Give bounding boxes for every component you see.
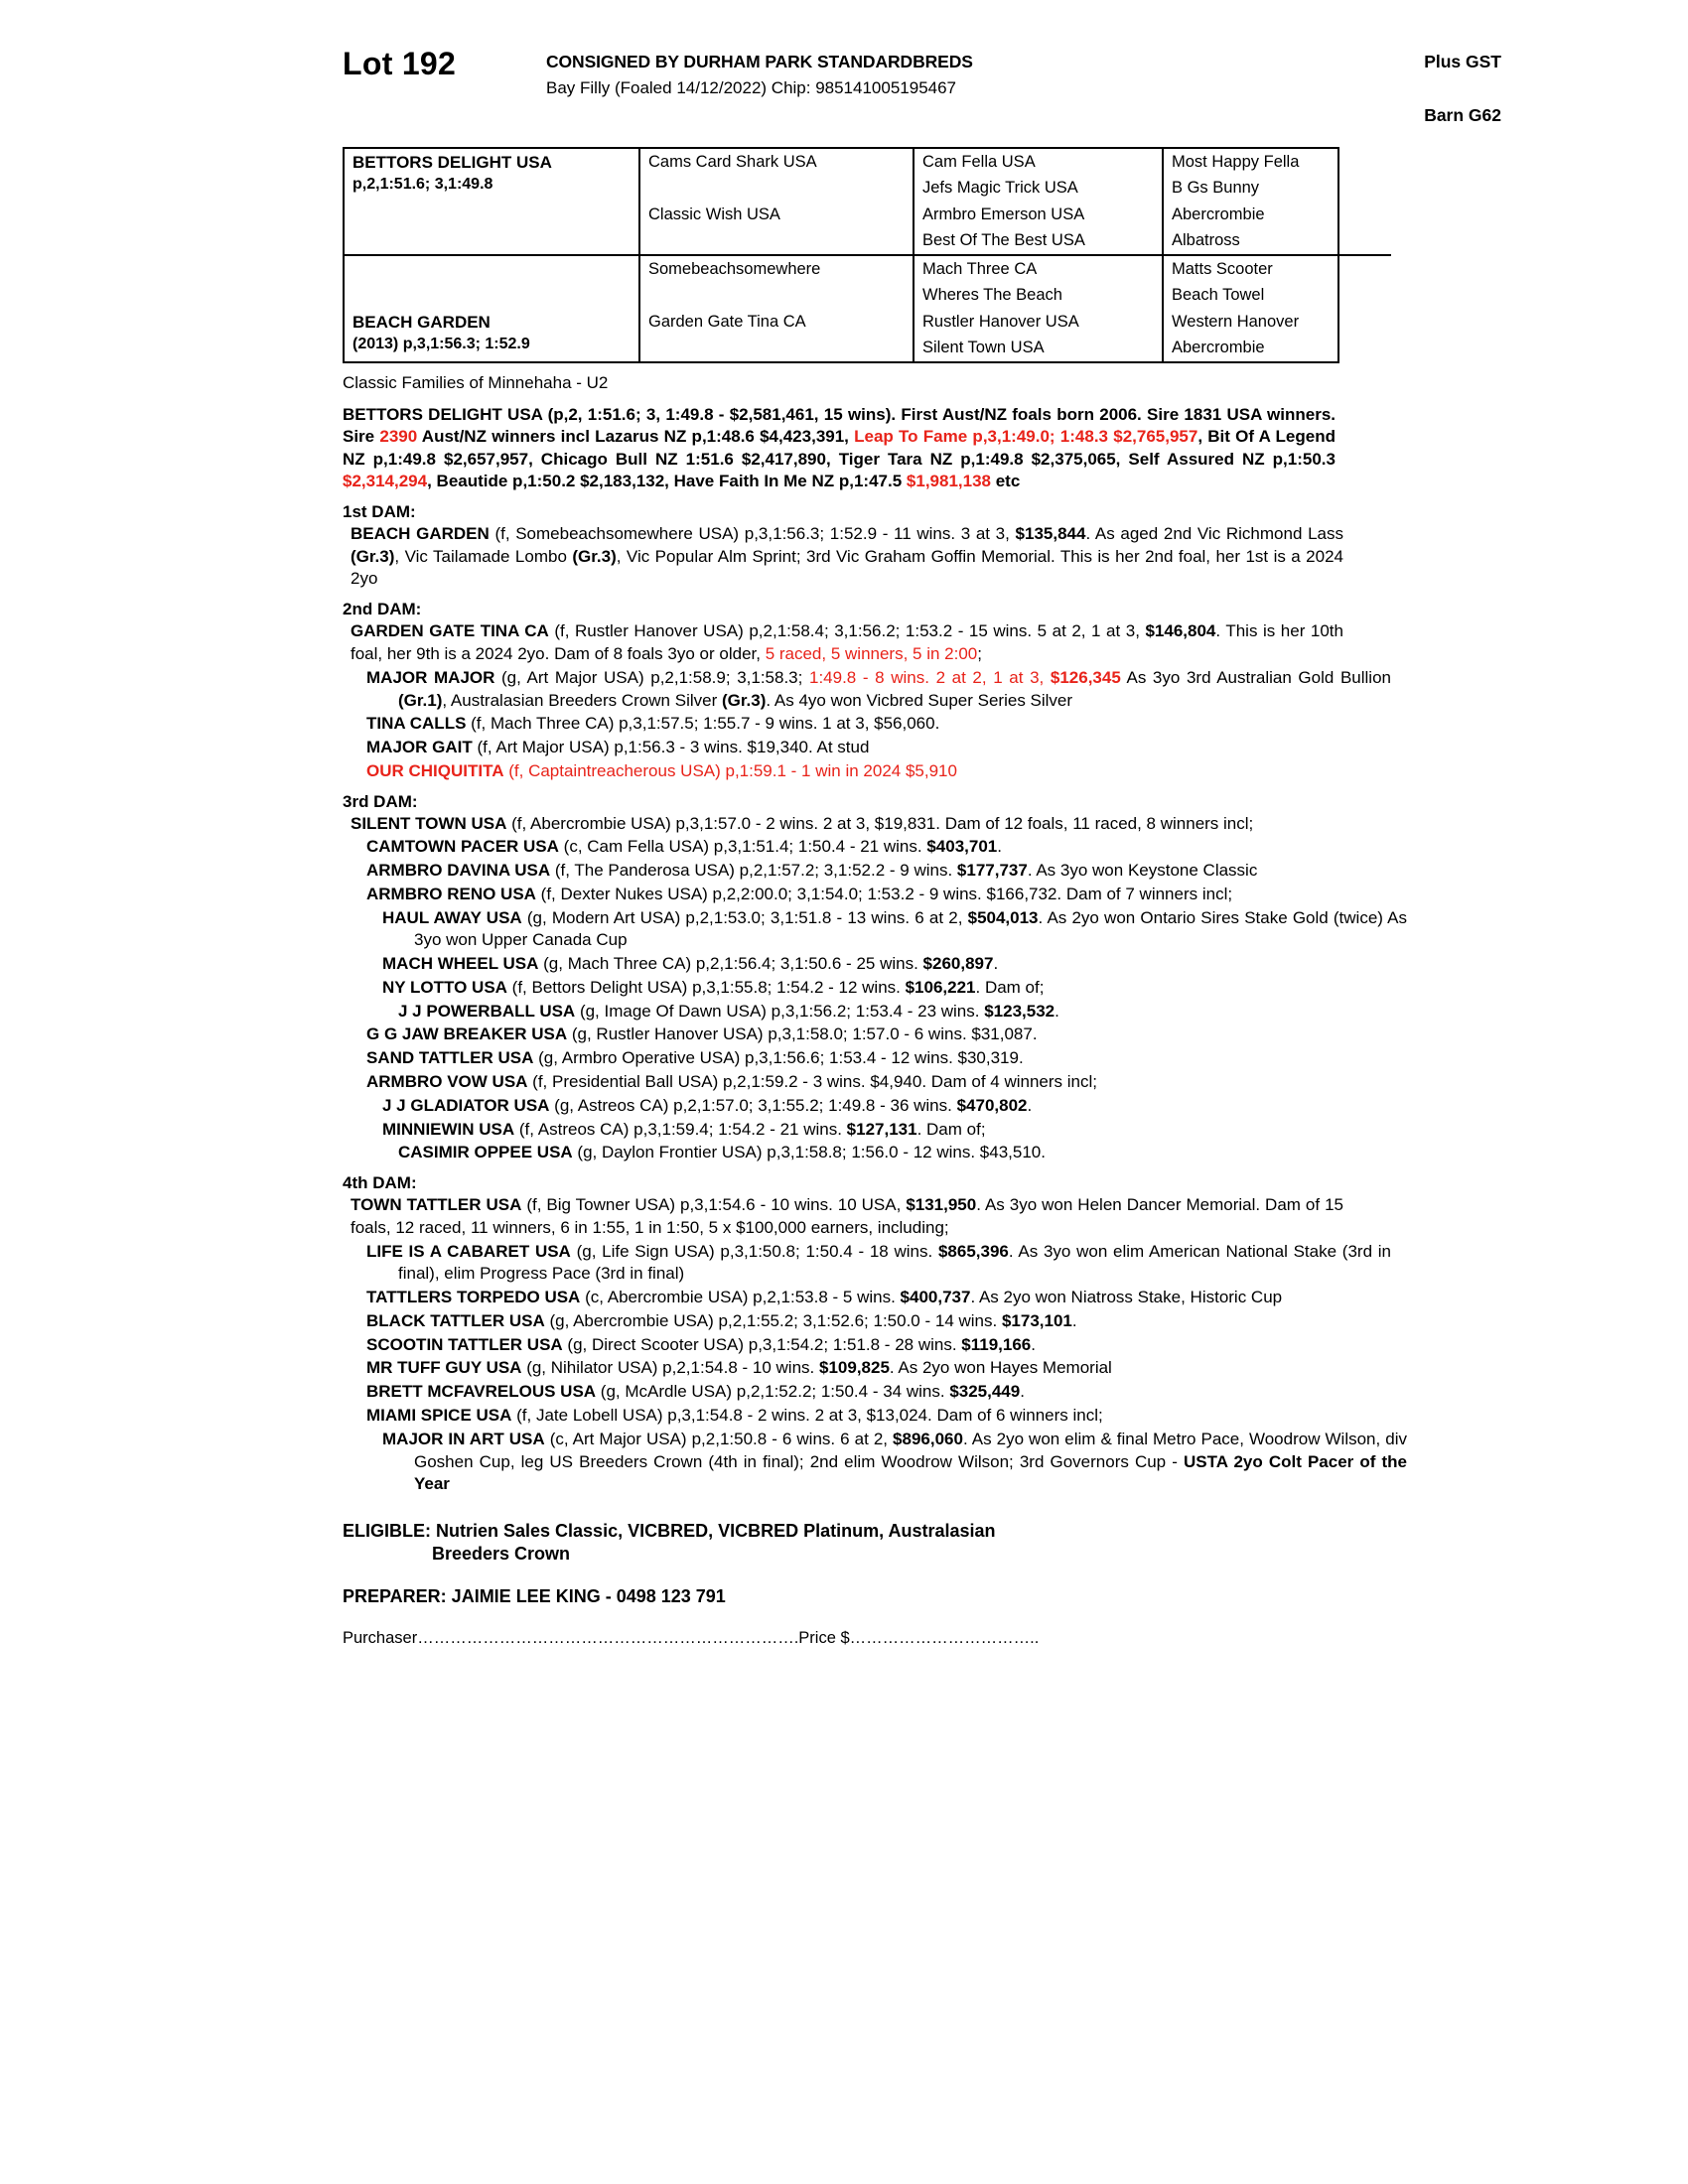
pedigree-cell-gs1: Cams Card Shark USA — [639, 149, 914, 175]
entry-text: . — [993, 954, 999, 974]
entry-text: (f, Rustler Hanover USA) p,2,1:58.4; 3,1:56.2; 1:53.2 - 15 wins. 5 at 2, 1 at 3, — [548, 621, 1146, 641]
pedigree-entry — [343, 1119, 1407, 1142]
pedigree-cell-gdg1: Mach Three CA — [914, 255, 1163, 282]
sire-para-red-2: Leap To Fame p,3,1:49.0; 1:48.3 $2,765,957 — [854, 427, 1198, 447]
pedigree-entry — [343, 1310, 1391, 1333]
entry-text: SCOOTIN TATTLER USA — [366, 1334, 563, 1354]
sire-para-red-1: 2390 — [379, 427, 418, 447]
pedigree-entry — [343, 1405, 1391, 1428]
entry-text: $470,802 — [956, 1095, 1028, 1115]
pedigree-dam-cell — [345, 309, 639, 361]
entry-text: . As 4yo won Vicbred Super Series Silver — [766, 690, 1073, 710]
entry-text: . As 3yo won elim American National Stake (3rd in final), elim Progress Pace (3rd in final) — [398, 1241, 1391, 1284]
entry-text: SAND TATTLER USA — [366, 1048, 534, 1068]
plus-gst-label: Plus GST — [1424, 52, 1501, 71]
pedigree-entry — [343, 620, 1343, 666]
eligible-line-2: Breeders Crown — [432, 1544, 571, 1565]
entry-text: ARMBRO DAVINA USA — [366, 861, 551, 881]
entry-text: (f, Captaintreacherous USA) p,1:59.1 - 1 win in 2024 $5,910 — [503, 760, 957, 780]
entry-text: (Gr.3) — [351, 546, 395, 566]
entry-text: (g, Abercrombie USA) p,2,1:55.2; 3,1:52.6; 1:50.0 - 14 wins. — [544, 1310, 1002, 1330]
subject-description: Bay Filly (Foaled 14/12/2022) Chip: 985141005195467 — [546, 78, 957, 97]
pedigree-entry — [343, 1334, 1391, 1357]
entry-text: (g, Image Of Dawn USA) p,3,1:56.2; 1:53.4 - 23 wins. — [575, 1001, 985, 1021]
pedigree-entry — [343, 1047, 1391, 1070]
entry-text: GARDEN GATE TINA CA — [351, 621, 549, 641]
entry-text: 5 raced, 5 winners, 5 in 2:00 — [765, 644, 978, 663]
entry-text: , Vic Popular Alm Sprint; 3rd Vic Graham Goffin Memorial. This is her 2nd foal, her 1st is a 2024 2yo — [351, 546, 1343, 589]
pedigree-cell-gdgg2: Beach Towel — [1163, 282, 1391, 308]
entry-text: (c, Art Major USA) p,2,1:50.8 - 6 wins. 6 at 2, — [544, 1429, 894, 1448]
sire-para-4: , Beautide p,1:50.2 $2,183,132, Have Faith In Me NZ p,1:47.5 — [427, 472, 907, 491]
entry-text: TOWN TATTLER USA — [351, 1195, 522, 1215]
dam-sections — [343, 502, 1539, 1496]
pedigree-cell-gg3: Armbro Emerson USA — [914, 202, 1163, 227]
entry-text: $135,844 — [1015, 523, 1086, 543]
entry-text: . As 3yo won Helen Dancer Memorial. Dam of 15 foals, 12 raced, 11 winners, 6 in 1:55, 1 in 1:50, 5 x $100,000 earners, including; — [351, 1195, 1343, 1237]
pedigree-cell-gg2: Jefs Magic Trick USA — [914, 175, 1163, 201]
pedigree-cell-ggg4: Albatross — [1163, 227, 1391, 254]
pedigree-entry — [343, 523, 1343, 591]
entry-text: TATTLERS TORPEDO USA — [366, 1288, 581, 1307]
entry-text: $109,825 — [819, 1358, 890, 1378]
pedigree-entry — [343, 836, 1391, 859]
entry-text: MINNIEWIN USA — [382, 1119, 515, 1139]
entry-text: $119,166 — [961, 1334, 1032, 1354]
entry-text: (f, Somebeachsomewhere USA) p,3,1:56.3; 1:52.9 - 11 wins. 3 at 3, — [489, 523, 1016, 543]
entry-text: (Gr.3) — [721, 690, 767, 710]
entry-text: $106,221 — [905, 977, 976, 997]
sire-para-3: , Bit Of A Legend NZ p,1:49.8 $2,657,957, Chicago Bull NZ 1:51.6 $2,417,890, Tiger Tara NZ p,1:49.8 $2,375,065, Self Assured NZ p,1:50.3 — [343, 427, 1336, 469]
entry-text: . As 2yo won Ontario Sires Stake Gold (twice) As 3yo won Upper Canada Cup — [414, 907, 1408, 950]
pedigree-cell-gdgg3: Western Hanover — [1163, 309, 1391, 335]
entry-text: (c, Cam Fella USA) p,3,1:51.4; 1:50.4 - 21 wins. — [558, 837, 927, 857]
entry-text: CAMTOWN PACER USA — [366, 837, 559, 857]
dam-record: (2013) p,3,1:56.3; 1:52.9 — [352, 335, 530, 352]
pedigree-entry — [343, 1381, 1391, 1404]
entry-text: . — [1071, 1310, 1077, 1330]
entry-text: NY LOTTO USA — [382, 977, 507, 997]
pedigree-entry — [343, 737, 1359, 759]
entry-text: J J GLADIATOR USA — [382, 1095, 550, 1115]
consignor-name: CONSIGNED BY DURHAM PARK STANDARDBREDS — [546, 52, 973, 71]
entry-text: TINA CALLS — [366, 714, 467, 734]
entry-text: (g, Direct Scooter USA) p,3,1:54.2; 1:51.8 - 28 wins. — [562, 1334, 962, 1354]
sire-record: p,2,1:51.6; 3,1:49.8 — [352, 176, 493, 194]
entry-text: $325,449 — [949, 1382, 1021, 1402]
pedigree-cell-gs3: Classic Wish USA — [639, 202, 914, 227]
pedigree-cell-gd2 — [639, 282, 914, 308]
entry-text: , Vic Tailamade Lombo — [394, 546, 573, 566]
pedigree-cell-gdg2: Wheres The Beach — [914, 282, 1163, 308]
entry-text: (c, Abercrombie USA) p,2,1:53.8 - 5 wins. — [580, 1288, 901, 1307]
dam-name: BEACH GARDEN — [352, 312, 491, 332]
pedigree-cell-gdgg4: Abercrombie — [1163, 335, 1391, 360]
entry-text: . This is her 10th foal, her 9th is a 2024 2yo. Dam of 8 foals 3yo or older, — [351, 621, 1343, 663]
entry-text: USTA 2yo Colt Pacer of the Year — [414, 1451, 1407, 1494]
dam-heading: 2nd DAM: — [343, 600, 422, 619]
entry-text: . — [1055, 1001, 1059, 1021]
entry-text: (f, Big Towner USA) p,3,1:54.6 - 10 wins. 10 USA, — [521, 1195, 907, 1215]
pedigree-entry — [343, 1241, 1391, 1287]
entry-text: (f, Abercrombie USA) p,3,1:57.0 - 2 wins. 2 at 3, $19,831. Dam of 12 foals, 11 raced, 8 winners incl; — [506, 813, 1254, 833]
dam-heading: 4th DAM: — [343, 1173, 417, 1193]
sire-name: BETTORS DELIGHT USA — [352, 153, 552, 172]
pedigree-table — [343, 147, 1339, 363]
entry-text: $127,131 — [846, 1119, 917, 1139]
entry-text: As 3yo 3rd Australian Gold Bullion — [1120, 667, 1391, 687]
entry-text: (g, Armbro Operative USA) p,3,1:56.6; 1:53.4 - 12 wins. $30,319. — [533, 1048, 1024, 1068]
pedigree-entry — [343, 1024, 1391, 1046]
entry-text: BRETT MCFAVRELOUS USA — [366, 1382, 597, 1402]
entry-text: . Dam of; — [975, 977, 1045, 997]
sire-para-5: etc — [991, 472, 1021, 491]
pedigree-entry — [343, 884, 1391, 906]
entry-text: ; — [977, 644, 982, 663]
pedigree-entry — [343, 713, 1359, 736]
pedigree-entry — [343, 813, 1343, 836]
entry-text: OUR CHIQUITITA — [366, 760, 504, 780]
pedigree-entry — [343, 760, 1359, 783]
entry-text: MR TUFF GUY USA — [366, 1358, 522, 1378]
entry-text: $403,701 — [926, 837, 998, 857]
entry-text: . As 2yo won Niatross Stake, Historic Cup — [970, 1288, 1283, 1307]
pedigree-entry — [343, 977, 1407, 1000]
entry-text: (f, Presidential Ball USA) p,2,1:59.2 - 3 wins. $4,940. Dam of 4 winners incl; — [527, 1072, 1097, 1092]
pedigree-sire-cell — [345, 149, 639, 202]
pedigree-dam-blank — [345, 255, 639, 309]
entry-text: MAJOR IN ART USA — [382, 1429, 545, 1448]
entry-text: . — [1027, 1095, 1033, 1115]
pedigree-entry — [343, 1287, 1391, 1309]
entry-text: (f, The Panderosa USA) p,2,1:57.2; 3,1:52.2 - 9 wins. — [550, 861, 957, 881]
entry-text: $504,013 — [967, 907, 1039, 927]
sire-para-red-4: $1,981,138 — [906, 472, 991, 491]
preparer-line: PREPARER: JAIMIE LEE KING - 0498 123 791 — [343, 1585, 726, 1606]
family-line: Classic Families of Minnehaha - U2 — [343, 372, 609, 392]
pedigree-entry — [343, 1095, 1407, 1118]
entry-text: MAJOR MAJOR — [366, 667, 495, 687]
entry-text: (g, Mach Three CA) p,2,1:56.4; 3,1:50.6 - 25 wins. — [538, 954, 923, 974]
entry-text: (g, Art Major USA) p,2,1:58.9; 3,1:58.3; — [494, 667, 809, 687]
pedigree-cell-ggg1: Most Happy Fella — [1163, 149, 1391, 175]
pedigree-cell-gdg3: Rustler Hanover USA — [914, 309, 1163, 335]
entry-text: HAUL AWAY USA — [382, 907, 522, 927]
entry-text: . As aged 2nd Vic Richmond Lass — [1085, 523, 1343, 543]
pedigree-cell-gd4 — [639, 335, 914, 360]
entry-text: MACH WHEEL USA — [382, 954, 539, 974]
pedigree-cell-gdgg1: Matts Scooter — [1163, 255, 1391, 282]
entry-text: . — [1031, 1334, 1036, 1354]
pedigree-entry — [343, 1194, 1343, 1240]
entry-text: (Gr.3) — [572, 546, 617, 566]
pedigree-entry — [343, 907, 1407, 953]
barn-label: Barn G62 — [1424, 105, 1501, 125]
entry-text: $865,396 — [937, 1241, 1009, 1261]
entry-text: SILENT TOWN USA — [351, 813, 507, 833]
entry-text: (f, Art Major USA) p,1:56.3 - 3 wins. $19,340. At stud — [472, 738, 870, 757]
sire-paragraph — [343, 404, 1336, 493]
entry-text: BEACH GARDEN — [351, 523, 490, 543]
pedigree-entry — [343, 953, 1407, 976]
sire-para-2: Aust/NZ winners incl Lazarus NZ p,1:48.6 $4,423,391, — [417, 427, 855, 447]
pedigree-sire-blank — [345, 202, 639, 255]
sire-para-red-3: $2,314,294 — [343, 472, 428, 491]
entry-text: . — [1020, 1382, 1025, 1402]
entry-text: MAJOR GAIT — [366, 738, 473, 757]
entry-text: (g, Modern Art USA) p,2,1:53.0; 3,1:51.8 - 13 wins. 6 at 2, — [521, 907, 968, 927]
eligible-line-1: ELIGIBLE: Nutrien Sales Classic, VICBRED, VICBRED Platinum, Australasian — [343, 1521, 996, 1542]
entry-text: BLACK TATTLER USA — [366, 1310, 545, 1330]
entry-text: (Gr.1) — [398, 690, 443, 710]
pedigree-cell-gdg4: Silent Town USA — [914, 335, 1163, 360]
pedigree-entry — [343, 860, 1391, 883]
entry-text: $131,950 — [906, 1195, 977, 1215]
entry-text: CASIMIR OPPEE USA — [398, 1143, 573, 1162]
entry-text: $173,101 — [1001, 1310, 1072, 1330]
entry-text: . As 3yo won Keystone Classic — [1027, 861, 1258, 881]
entry-text: (g, Life Sign USA) p,3,1:50.8; 1:50.4 - 18 wins. — [570, 1241, 938, 1261]
entry-text: 1:49.8 - 8 wins. 2 at 2, 1 at 3, — [808, 667, 1051, 687]
entry-text: J J POWERBALL USA — [398, 1001, 576, 1021]
purchaser-field: Purchaser……………………………………………………………. — [343, 1628, 799, 1647]
entry-text: (g, Astreos CA) p,2,1:57.0; 3,1:55.2; 1:49.8 - 36 wins. — [549, 1095, 957, 1115]
entry-text: . As 2yo won Hayes Memorial — [889, 1358, 1112, 1378]
entry-text: $260,897 — [922, 954, 994, 974]
pedigree-entry — [343, 1357, 1391, 1380]
entry-text: . As 2yo won elim & final Metro Pace, Woodrow Wilson, div Goshen Cup, leg US Breeders Crown (4th in final); 2nd elim Woodrow Wilson; 3rd Governors Cup - — [414, 1429, 1407, 1471]
pedigree-cell-gd3: Garden Gate Tina CA — [639, 309, 914, 335]
entry-text: (f, Mach Three CA) p,3,1:57.5; 1:55.7 - 9 wins. 1 at 3, $56,060. — [466, 714, 940, 734]
entry-text: $400,737 — [900, 1288, 971, 1307]
pedigree-entry — [343, 1001, 1423, 1024]
entry-text: $123,532 — [984, 1001, 1055, 1021]
eligible-block — [343, 1520, 1336, 1567]
pedigree-cell-ggg3: Abercrombie — [1163, 202, 1391, 227]
entry-text: . — [997, 837, 1002, 857]
entry-text: (f, Jate Lobell USA) p,3,1:54.8 - 2 wins. 2 at 3, $13,024. Dam of 6 winners incl; — [511, 1405, 1103, 1425]
entry-text: , Australasian Breeders Crown Silver — [442, 690, 722, 710]
entry-text: (g, Nihilator USA) p,2,1:54.8 - 10 wins. — [521, 1358, 819, 1378]
entry-text: $126,345 — [1050, 667, 1121, 687]
entry-text: (f, Bettors Delight USA) p,3,1:55.8; 1:54.2 - 12 wins. — [506, 977, 906, 997]
entry-text: $896,060 — [893, 1429, 963, 1448]
pedigree-entry — [343, 1142, 1423, 1164]
entry-text: (f, Dexter Nukes USA) p,2,2:00.0; 3,1:54.0; 1:53.2 - 9 wins. $166,732. Dam of 7 winners incl; — [535, 884, 1233, 903]
pedigree-cell-gs4 — [639, 227, 914, 254]
entry-text: (f, Astreos CA) p,3,1:59.4; 1:54.2 - 21 wins. — [514, 1119, 847, 1139]
entry-text: ARMBRO VOW USA — [366, 1072, 528, 1092]
entry-text: LIFE IS A CABARET USA — [366, 1241, 571, 1261]
entry-text: (g, Daylon Frontier USA) p,3,1:58.8; 1:56.0 - 12 wins. $43,510. — [572, 1143, 1046, 1162]
pedigree-cell-gg4: Best Of The Best USA — [914, 227, 1163, 254]
entry-text: . Dam of; — [916, 1119, 986, 1139]
entry-text: G G JAW BREAKER USA — [366, 1024, 568, 1044]
page-header — [343, 46, 1539, 141]
dam-heading: 3rd DAM: — [343, 791, 418, 811]
entry-text: ARMBRO RENO USA — [366, 884, 536, 903]
entry-text: $177,737 — [956, 861, 1028, 881]
lot-number: Lot 192 — [343, 46, 457, 81]
entry-text: (g, Rustler Hanover USA) p,3,1:58.0; 1:57.0 - 6 wins. $31,087. — [567, 1024, 1038, 1044]
pedigree-cell-ggg2: B Gs Bunny — [1163, 175, 1391, 201]
pedigree-cell-gg1: Cam Fella USA — [914, 149, 1163, 175]
pedigree-entry — [343, 1071, 1391, 1094]
entry-text: $146,804 — [1145, 621, 1216, 641]
price-field: Price $…………………………….. — [798, 1628, 1040, 1647]
pedigree-entry — [343, 667, 1391, 713]
sire-para-1: BETTORS DELIGHT USA (p,2, 1:51.6; 3, 1:49.8 - $2,581,461, 15 wins). First Aust/NZ foals born 2006. Sire 1831 USA winners. Sire — [343, 404, 1336, 447]
entry-text: MIAMI SPICE USA — [366, 1405, 512, 1425]
pedigree-cell-gd1: Somebeachsomewhere — [639, 255, 914, 282]
dam-heading: 1st DAM: — [343, 501, 416, 521]
pedigree-cell-gs2 — [639, 175, 914, 201]
pedigree-entry — [343, 1429, 1407, 1496]
purchaser-footer — [343, 1629, 1336, 1648]
entry-text: (g, McArdle USA) p,2,1:52.2; 1:50.4 - 34 wins. — [596, 1382, 950, 1402]
